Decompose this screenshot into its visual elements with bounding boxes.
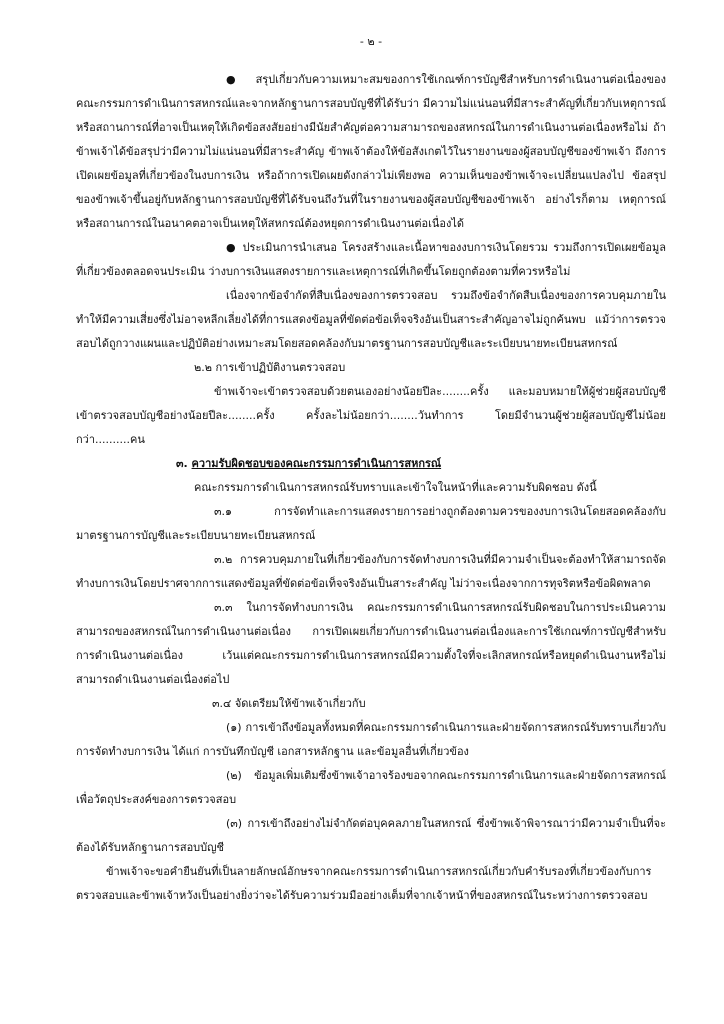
paragraph-going-concern: ● สรุปเกี่ยวกับความเหมาะสมของการใช้เกณฑ์การบัญชีสำหรับการดำเนินงานต่อเนื่องของคณะกรรมการดำเนินการสหกรณ์และจากหลักฐานการสอบบัญชีที่ได้รับว่า มีความไม่แน่นอนที่มีสาระสำคัญที่เกี่ยวกับเหตุการณ์หรือสถานการณ์ที่อาจเป็นเหตุให้เกิดข้อสงสัยอย่างมีนัยสำคัญต่อความสามารถของสหกรณ์ในการดำเนินงานต่อเนื่องหรือไม่ ถ้าข้าพเจ้าได้ข้อสรุปว่ามีความไม่แน่นอนที่มีสาระสำคัญ ข้าพเจ้าต้องให้ข้อสังเกตไว้ในรายงานของผู้สอบบัญชีของข้าพเจ้า ถึงการเปิดเผยข้อมูลที่เกี่ยวข้องในงบการเงิน หรือถ้าการเปิดเผยดังกล่าวไม่เพียงพอ ความเห็นของข้าพเจ้าจะเปลี่ยนแปลงไป ข้อสรุปของข้าพเจ้าขึ้นอยู่กับหลักฐานการสอบบัญชีที่ได้รับจนถึงวันที่ในรายงานของผู้สอบบัญชีของข้าพเจ้า อย่างไรก็ตาม เหตุการณ์หรือสถานการณ์ในอนาคตอาจเป็นเหตุให้สหกรณ์ต้องหยุดการดำเนินงานต่อเนื่องได้ — [76, 68, 666, 236]
paragraph-audit-visits: ข้าพเจ้าจะเข้าตรวจสอบด้วยตนเองอย่างน้อยปีละ........ครั้ง และมอบหมายให้ผู้ช่วยผู้สอบบัญชีเข้าตรวจสอบบัญชีอย่างน้อยปีละ........ครั้ง ครั้งละไม่น้อยกว่า........วันทำการ โดยมีจำนวนผู้ช่วยผู้สอบบัญชีไม่น้อยกว่า..........คน — [76, 385, 666, 446]
paragraph-3-4-1: (๑) การเข้าถึงข้อมูลทั้งหมดที่คณะกรรมการดำเนินการและฝ่ายจัดการสหกรณ์รับทราบเกี่ยวกับการจัดทำงบการเงิน ได้แก่ การบันทึกบัญชี เอกสารหลักฐาน และข้อมูลอื่นที่เกี่ยวข้อง — [76, 721, 666, 758]
paragraph-3-3: ๓.๓ ในการจัดทำงบการเงิน คณะกรรมการดำเนินการสหกรณ์รับผิดชอบในการประเมินความสามารถของสหกรณ์ในการดำเนินงานต่อเนื่อง การเปิดเผยเกี่ยวกับการดำเนินงานต่อเนื่องและการใช้เกณฑ์การบัญชีสำหรับการดำเนินงานต่อเนื่อง เว้นแต่คณะกรรมการดำเนินการสหกรณ์มีความตั้งใจที่จะเลิกสหกรณ์หรือหยุดดำเนินงานหรือไม่สามารถดำเนินงานต่อเนื่องต่อไป — [76, 601, 666, 686]
paragraph-presentation: ● ประเมินการนำเสนอ โครงสร้างและเนื้อหาของงบการเงินโดยรวม รวมถึงการเปิดเผยข้อมูลที่เกี่ยวข้องตลอดจนประเมิน ว่างบการเงินแสดงรายการและเหตุการณ์ที่เกิดขึ้นโดยถูกต้องตามที่ควรหรือไม่ — [76, 236, 666, 284]
heading-2-2: ๒.๒ การเข้าปฏิบัติงานตรวจสอบ — [194, 361, 346, 374]
section-3-heading — [76, 452, 666, 476]
paragraph-committee-acknowledge: คณะกรรมการดำเนินการสหกรณ์รับทราบและเข้าใจในหน้าที่และความรับผิดชอบ ดังนี้ — [194, 481, 597, 494]
section-3-title: ความรับผิดชอบของคณะกรรมการดำเนินการสหกรณ์ — [191, 457, 442, 470]
section-3-number: ๓. — [176, 457, 188, 470]
paragraph-3-4: ๓.๔ จัดเตรียมให้ข้าพเจ้าเกี่ยวกับ — [212, 697, 366, 710]
paragraph-written-representation: ข้าพเจ้าจะขอคำยืนยันที่เป็นลายลักษณ์อักษรจากคณะกรรมการดำเนินการสหกรณ์เกี่ยวกับคำรับรองที่เกี่ยวข้องกับการตรวจสอบและข้าพเจ้าหวังเป็นอย่างยิ่งว่าจะได้รับความร่วมมืออย่างเต็มที่จากเจ้าหน้าที่ของสหกรณ์ในระหว่างการตรวจสอบ — [76, 865, 652, 902]
paragraph-3-1: ๓.๑ การจัดทำและการแสดงรายการอย่างถูกต้องตามควรของงบการเงินโดยสอดคล้องกับมาตรฐานการบัญชีและระเบียบนายทะเบียนสหกรณ์ — [76, 505, 666, 542]
paragraph-inherent-limitations: เนื่องจากข้อจำกัดที่สืบเนื่องของการตรวจสอบ รวมถึงข้อจำกัดสืบเนื่องของการควบคุมภายในทำให้มีความเสี่ยงซึ่งไม่อาจหลีกเลี่ยงได้ที่การแสดงข้อมูลที่ขัดต่อข้อเท็จจริงอันเป็นสาระสำคัญอาจไม่ถูกค้นพบ แม้ว่าการตรวจสอบได้ถูกวางแผนและปฏิบัติอย่างเหมาะสมโดยสอดคล้องกับมาตรฐานการสอบบัญชีและระเบียบนายทะเบียนสหกรณ์ — [76, 289, 666, 350]
paragraph-3-4-3: (๓) การเข้าถึงอย่างไม่จำกัดต่อบุคคลภายในสหกรณ์ ซึ่งข้าพเจ้าพิจารณาว่ามีความจำเป็นที่จะต้องได้รับหลักฐานการสอบบัญชี — [76, 817, 666, 854]
paragraph-3-4-2: (๒) ข้อมูลเพิ่มเติมซึ่งข้าพเจ้าอาจร้องขอจากคณะกรรมการดำเนินการและฝ่ายจัดการสหกรณ์เพื่อวัตถุประสงค์ของการตรวจสอบ — [76, 769, 666, 806]
paragraph-3-2: ๓.๒ การควบคุมภายในที่เกี่ยวข้องกับการจัดทำงบการเงินที่มีความจำเป็นจะต้องทำให้สามารถจัดทำงบการเงินโดยปราศจากการแสดงข้อมูลที่ขัดต่อข้อเท็จจริงอันเป็นสาระสำคัญ ไม่ว่าจะเนื่องจากการทุจริตหรือข้อผิดพลาด — [76, 553, 666, 590]
page-number: - ๒ - — [359, 35, 383, 48]
